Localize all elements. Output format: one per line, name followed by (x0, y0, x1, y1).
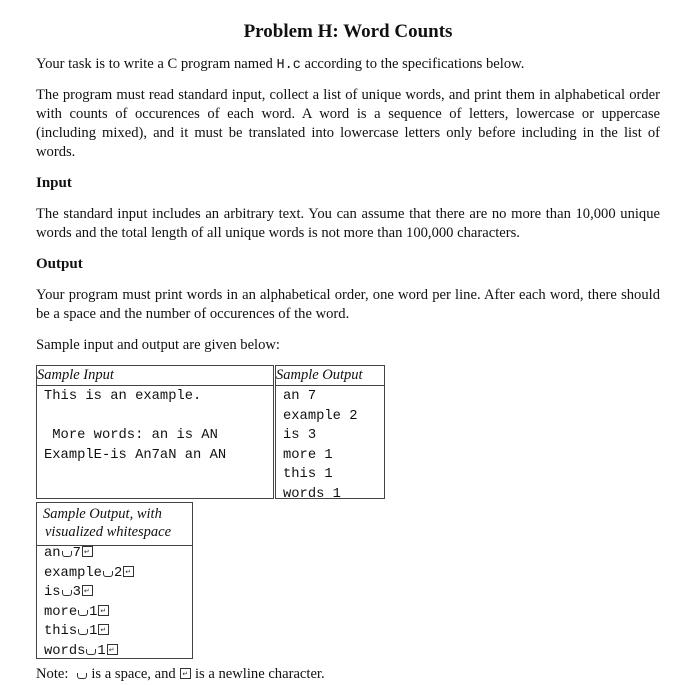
space-symbol-icon (62, 551, 72, 557)
vis-word: example (44, 565, 102, 581)
note-space-text: is a space, and (87, 666, 180, 682)
note-newline-text: is a newline character. (191, 666, 325, 682)
visualized-header-line1: Sample Output, with (43, 506, 162, 522)
sample-output-cell (275, 386, 385, 502)
output-heading: Output (36, 256, 83, 272)
vis-count: 1 (89, 624, 98, 639)
space-symbol-icon (78, 629, 88, 635)
intro-filename: H.c (276, 58, 301, 73)
visualized-output-box (36, 502, 193, 659)
sample-output-line: is 3 (283, 428, 317, 443)
sample-intro: Sample input and output are given below: (36, 337, 280, 353)
vis-count: 3 (72, 585, 81, 600)
sample-output-header: Sample Output (275, 366, 385, 386)
vis-count: 7 (72, 546, 81, 561)
intro-before: Your task is to write a C program named (36, 56, 277, 72)
vis-word: this (44, 624, 78, 639)
vis-word: more (44, 604, 78, 620)
newline-symbol-icon (98, 624, 109, 635)
input-paragraph: The standard input includes an arbitrary text. You can assume that there are no more than 10,000 unique words and the total length of all unique words is not more than 100,000 characters. (36, 206, 660, 241)
output-paragraph: Your program must print words in an alphabetical order, one word per line. After each word, there should be a space and the number of occurences of the word. (36, 287, 660, 322)
visualized-line (44, 564, 134, 584)
sample-output-line: more 1 (283, 447, 333, 463)
space-symbol-icon (77, 673, 87, 679)
vis-count: 2 (113, 565, 123, 581)
sample-output-line: words 1 (283, 486, 341, 502)
space-symbol-icon (78, 610, 88, 616)
intro-after: according to the specifications below. (300, 56, 525, 72)
note-prefix: Note: (36, 666, 69, 682)
vis-word: words (44, 643, 86, 659)
vis-word: is (44, 585, 61, 600)
newline-symbol-icon (123, 566, 134, 577)
input-heading: Input (36, 175, 72, 191)
vis-count: 1 (97, 643, 106, 659)
visualized-line (44, 583, 93, 603)
visualized-line (44, 642, 118, 662)
sample-input-cell (37, 386, 275, 499)
visualized-line (44, 603, 109, 623)
visualized-header-line2: visualized whitespace (45, 524, 172, 540)
newline-symbol-icon (180, 668, 191, 679)
newline-symbol-icon (107, 644, 118, 655)
description-paragraph: The program must read standard input, collect a list of unique words, and print them in alphabetical order with counts of occurences of each word. A word is a sequence of letters, lowercase or uppercase (including mixed), and it must be translated into lowercase letters only before including in the list of words. (36, 87, 660, 160)
intro-paragraph (36, 55, 660, 75)
sample-output-line: example 2 (283, 408, 358, 424)
visualized-output-header (37, 503, 192, 546)
vis-word: an (44, 546, 61, 561)
vis-count: 1 (89, 604, 98, 620)
space-symbol-icon (103, 571, 113, 577)
newline-symbol-icon (98, 605, 109, 616)
page-title: Problem H: Word Counts (243, 21, 453, 42)
sample-input-line: ExamplE-is An7aN an AN (44, 447, 227, 463)
newline-symbol-icon (82, 585, 93, 596)
sample-input-line: This is an example. (44, 389, 202, 404)
visualized-line (44, 544, 93, 564)
sample-output-line: an 7 (283, 389, 317, 404)
space-symbol-icon (86, 649, 96, 655)
sample-output-line: this 1 (283, 467, 333, 482)
newline-symbol-icon (82, 546, 93, 557)
space-symbol-icon (62, 590, 72, 596)
sample-input-line: More words: an is AN (44, 428, 218, 443)
visualized-line (44, 622, 109, 642)
sample-input-header: Sample Input (37, 366, 275, 386)
note-line (36, 665, 325, 684)
sample-table (36, 365, 385, 502)
